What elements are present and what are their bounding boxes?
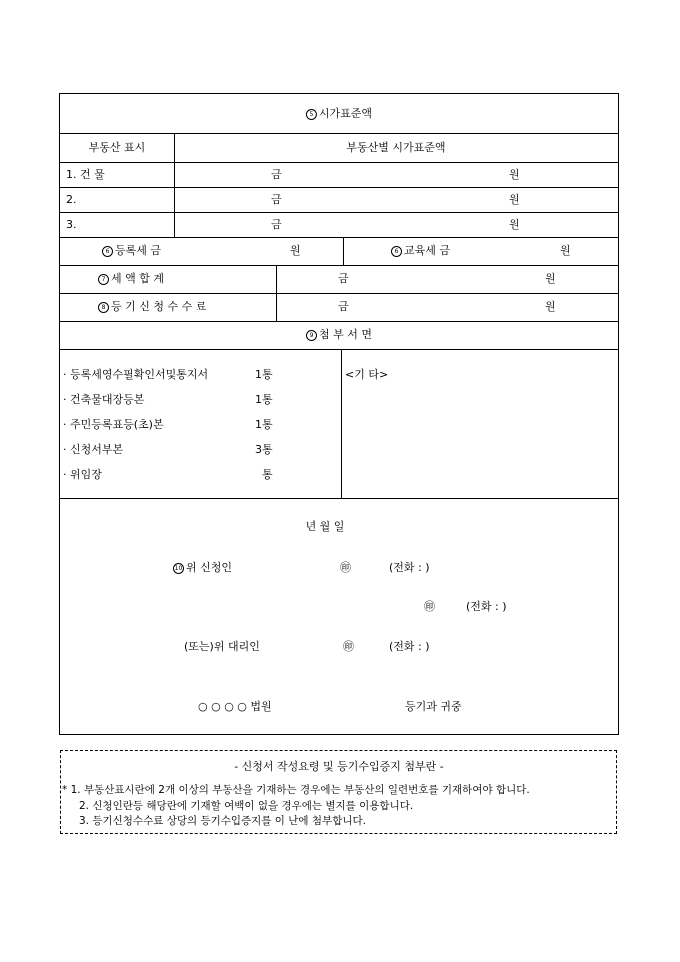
attachment-count: 1통 [255, 418, 273, 431]
won-label: 원 [509, 218, 520, 231]
geum-label: 금 [338, 272, 349, 285]
divider [60, 321, 618, 322]
attachment-item: · 주민등록표등(초)본 [63, 418, 164, 431]
circled-number: 6 [391, 246, 402, 257]
won-label: 원 [545, 300, 556, 313]
note-item: 2. 신청인란등 해당란에 기재할 여백이 없을 경우에는 별지를 이용합니다. [79, 800, 414, 812]
note-item: 3. 등기신청수수료 상당의 등기수입증지를 이 난에 첨부합니다. [79, 815, 366, 827]
seal-mark: ㊞ [424, 600, 435, 613]
won-label: 원 [290, 244, 301, 257]
court-name: ○ ○ ○ ○ 법원 [198, 700, 272, 713]
attachment-count: 통 [262, 468, 273, 481]
main-form-frame [59, 93, 619, 735]
circled-number: 7 [98, 274, 109, 285]
geum-label: 금 [271, 193, 282, 206]
registry-office: 등기과 귀중 [405, 700, 462, 713]
divider [60, 237, 618, 238]
registration-fee-label: 8 등 기 신 청 수 수 료 [98, 300, 206, 313]
divider [60, 212, 618, 213]
phone-field: (전화 : ) [389, 640, 430, 653]
tax-total-label: 7 세 액 합 계 [98, 272, 164, 285]
attachment-item: · 신청서부본 [63, 443, 124, 456]
divider [60, 162, 618, 163]
circled-number: 8 [98, 302, 109, 313]
divider [60, 349, 618, 350]
seal-mark: ㊞ [340, 561, 351, 574]
circled-number: 5 [306, 109, 317, 120]
phone-field: (전화 : ) [389, 561, 430, 574]
geum-label: 금 [271, 168, 282, 181]
divider [343, 237, 344, 265]
section-title: 5 시가표준액 [306, 107, 372, 120]
attachment-count: 1통 [255, 393, 273, 406]
circled-number: 10 [174, 565, 183, 572]
attachments-title: 9 첨 부 서 면 [306, 328, 372, 341]
other-attachments-label: <기 타> [345, 368, 389, 381]
note-item: * 1. 부동산표시란에 2개 이상의 부동산을 기재하는 경우에는 부동산의 일련번호를 기재하여야 합니다. [62, 784, 530, 796]
property-row-label: 1. 건 물 [66, 168, 105, 181]
divider [60, 265, 618, 266]
column-header: 부동산 표시 [88, 141, 146, 154]
divider [60, 187, 618, 188]
education-tax-label: 6 교육세 금 [391, 244, 450, 257]
attachment-item: · 건축물대장등본 [63, 393, 145, 406]
property-row-label: 3. [66, 218, 77, 231]
won-label: 원 [509, 193, 520, 206]
circled-number: 9 [306, 330, 317, 341]
property-row-label: 2. [66, 193, 77, 206]
agent-label: (또는)위 대리인 [184, 640, 260, 653]
applicant-label: 10 위 신청인 [174, 561, 233, 574]
circled-number: 6 [102, 246, 113, 257]
date-line: 년 월 일 [305, 520, 345, 533]
attachment-count: 1통 [255, 368, 273, 381]
divider [60, 498, 618, 499]
attachment-count: 3통 [255, 443, 273, 456]
registration-tax-label: 6 등록세 금 [102, 244, 161, 257]
divider [60, 293, 618, 294]
won-label: 원 [545, 272, 556, 285]
won-label: 원 [509, 168, 520, 181]
divider [276, 265, 277, 321]
phone-field: (전화 : ) [466, 600, 507, 613]
geum-label: 금 [271, 218, 282, 231]
column-header: 부동산별 시가표준액 [346, 141, 446, 154]
geum-label: 금 [338, 300, 349, 313]
seal-mark: ㊞ [343, 640, 354, 653]
divider [341, 349, 342, 498]
divider [174, 133, 175, 237]
divider [60, 133, 618, 134]
won-label: 원 [560, 244, 571, 257]
attachment-item: · 위임장 [63, 468, 102, 481]
notes-title: - 신청서 작성요령 및 등기수입증지 첨부란 - [234, 760, 444, 773]
attachment-item: · 등록세영수필확인서및통지서 [63, 368, 209, 381]
